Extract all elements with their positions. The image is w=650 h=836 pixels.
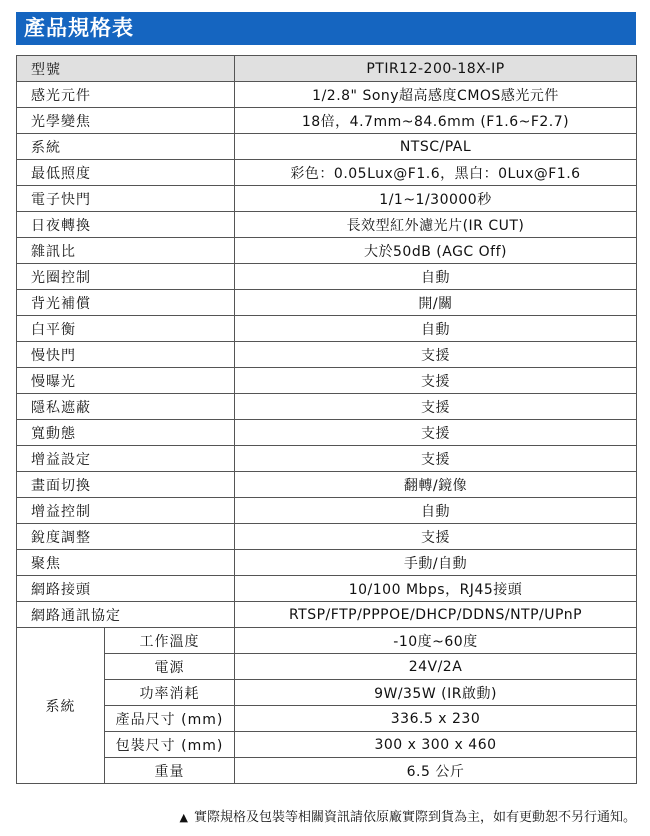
- spec-value: 支援: [235, 394, 637, 420]
- table-row: [17, 82, 637, 108]
- spec-label: 隱私遮蔽: [17, 394, 235, 420]
- table-row: [17, 524, 637, 550]
- table-row: [17, 368, 637, 394]
- table-row: [17, 108, 637, 134]
- spec-value: 6.5 公斤: [235, 758, 637, 784]
- spec-label: 網路通訊協定: [17, 602, 235, 628]
- spec-table: [16, 55, 637, 784]
- table-row: [17, 290, 637, 316]
- table-row: [17, 316, 637, 342]
- spec-label: 工作溫度: [105, 628, 235, 654]
- spec-label: 雜訊比: [17, 238, 235, 264]
- table-row: [17, 498, 637, 524]
- spec-value: 10/100 Mbps，RJ45接頭: [235, 576, 637, 602]
- spec-value: 24V/2A: [235, 654, 637, 680]
- spec-label: 銳度調整: [17, 524, 235, 550]
- spec-value: 336.5 x 230: [235, 706, 637, 732]
- table-row: [17, 186, 637, 212]
- spec-value: NTSC/PAL: [235, 134, 637, 160]
- footnote: [180, 806, 636, 830]
- table-row: [17, 446, 637, 472]
- spec-label: 光學變焦: [17, 108, 235, 134]
- spec-value: 支援: [235, 420, 637, 446]
- spec-label: 慢曝光: [17, 368, 235, 394]
- spec-value: 自動: [235, 498, 637, 524]
- spec-label: 聚焦: [17, 550, 235, 576]
- spec-label: 網路接頭: [17, 576, 235, 602]
- spec-value: 18倍，4.7mm~84.6mm (F1.6~F2.7): [235, 108, 637, 134]
- table-row: [17, 680, 637, 706]
- table-row: [17, 160, 637, 186]
- spec-label: 感光元件: [17, 82, 235, 108]
- spec-label: 白平衡: [17, 316, 235, 342]
- table-row: [17, 732, 637, 758]
- table-row: [17, 758, 637, 784]
- table-row: [17, 56, 637, 82]
- spec-label: 增益設定: [17, 446, 235, 472]
- spec-value: 1/1~1/30000秒: [235, 186, 637, 212]
- spec-value: 翻轉/鏡像: [235, 472, 637, 498]
- system-group-label: 系統: [17, 628, 105, 784]
- table-row: [17, 342, 637, 368]
- table-row: [17, 654, 637, 680]
- spec-label: 畫面切換: [17, 472, 235, 498]
- spec-value: 支援: [235, 342, 637, 368]
- spec-label: 最低照度: [17, 160, 235, 186]
- spec-label: 電源: [105, 654, 235, 680]
- spec-value: 1/2.8" Sony超高感度CMOS感光元件: [235, 82, 637, 108]
- table-row: [17, 628, 637, 654]
- spec-label: 慢快門: [17, 342, 235, 368]
- table-row: [17, 472, 637, 498]
- table-row: [17, 134, 637, 160]
- footnote-text: 實際規格及包裝等相關資訊請依原廠實際到貨為主，如有更動恕不另行通知。: [193, 810, 636, 825]
- spec-value: 開/關: [235, 290, 637, 316]
- table-row: [17, 576, 637, 602]
- spec-label: 包裝尺寸 (mm): [105, 732, 235, 758]
- spec-value: 支援: [235, 524, 637, 550]
- spec-value: 長效型紅外濾光片(IR CUT): [235, 212, 637, 238]
- spec-label: 光圈控制: [17, 264, 235, 290]
- spec-value: 300 x 300 x 460: [235, 732, 637, 758]
- table-row: [17, 420, 637, 446]
- table-row: [17, 706, 637, 732]
- spec-value: 支援: [235, 368, 637, 394]
- page-title: 產品規格表: [24, 16, 134, 40]
- spec-value: RTSP/FTP/PPPOE/DHCP/DDNS/NTP/UPnP: [235, 602, 637, 628]
- spec-label: 背光補償: [17, 290, 235, 316]
- table-row: [17, 394, 637, 420]
- spec-value: -10度~60度: [235, 628, 637, 654]
- spec-value: 彩色：0.05Lux@F1.6，黑白：0Lux@F1.6: [235, 160, 637, 186]
- table-row: [17, 212, 637, 238]
- title-bar: [16, 12, 636, 45]
- spec-value: 自動: [235, 264, 637, 290]
- spec-value: 9W/35W (IR啟動): [235, 680, 637, 706]
- spec-value: 大於50dB (AGC Off): [235, 238, 637, 264]
- table-row: [17, 550, 637, 576]
- spec-label: 電子快門: [17, 186, 235, 212]
- spec-label: 功率消耗: [105, 680, 235, 706]
- table-row: [17, 238, 637, 264]
- table-row: [17, 264, 637, 290]
- spec-label: 型號: [17, 56, 235, 82]
- spec-label: 產品尺寸 (mm): [105, 706, 235, 732]
- spec-value: 自動: [235, 316, 637, 342]
- spec-label: 增益控制: [17, 498, 235, 524]
- spec-value: PTIR12-200-18X-IP: [235, 56, 637, 82]
- spec-label: 重量: [105, 758, 235, 784]
- spec-label: 寬動態: [17, 420, 235, 446]
- table-row: [17, 602, 637, 628]
- triangle-icon: ▲: [179, 811, 188, 824]
- spec-label: 系統: [17, 134, 235, 160]
- spec-value: 手動/自動: [235, 550, 637, 576]
- spec-value: 支援: [235, 446, 637, 472]
- spec-label: 日夜轉換: [17, 212, 235, 238]
